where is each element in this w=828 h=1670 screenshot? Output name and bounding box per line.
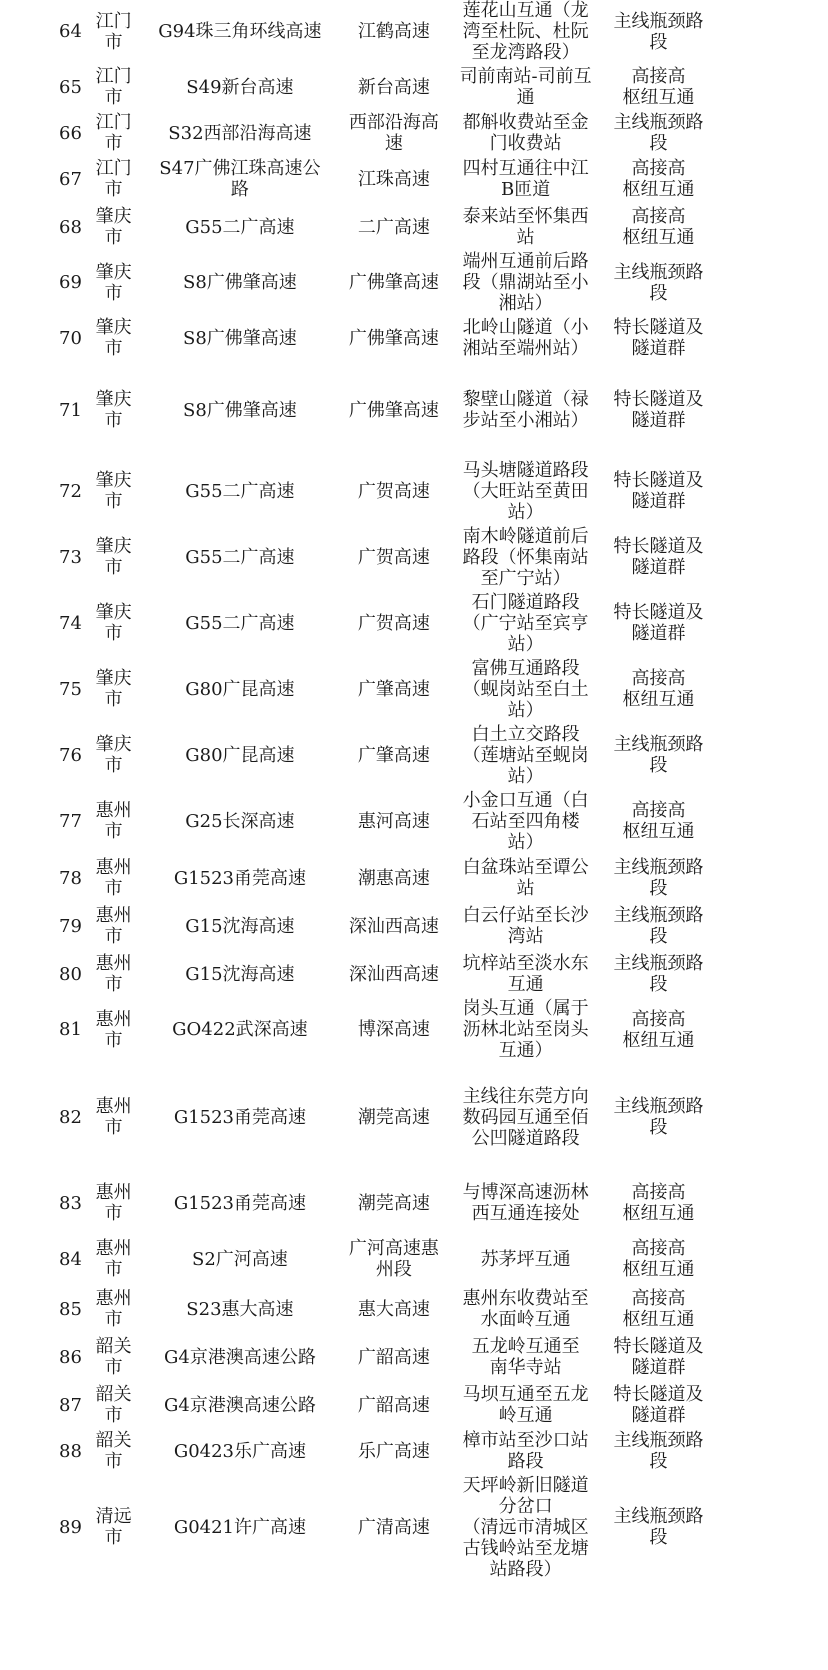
city-cell: 惠州 市: [95, 905, 132, 947]
section-type-cell: 特长隧道及 隧道群: [613, 317, 704, 359]
city-cell: 惠州 市: [95, 953, 132, 995]
table-row: [55, 590, 715, 656]
location-cell: 苏茅坪互通: [480, 1248, 571, 1270]
highway-name-cell: G1523甬莞高速: [173, 867, 306, 889]
table-row: [55, 1333, 715, 1381]
row-number: 87: [59, 1394, 82, 1416]
section-type-cell: 主线瓶颈路 段: [613, 10, 704, 53]
row-number: 81: [59, 1019, 82, 1040]
table-row: [55, 1061, 715, 1173]
highway-name-cell: G25长深高速: [185, 810, 295, 832]
location-cell: 马头塘隧道路段 （大旺站至黄田 站）: [462, 459, 589, 523]
section-type-cell: 高接高 枢纽互通: [622, 800, 695, 842]
table-row: [55, 1473, 715, 1581]
city-cell: 江门 市: [95, 158, 132, 200]
row-number: 68: [59, 216, 82, 238]
section-type-cell: 主线瓶颈路 段: [613, 1430, 704, 1472]
table-row: [55, 950, 715, 998]
table-row: [55, 1381, 715, 1429]
highway-name-cell: G15沈海高速: [185, 915, 295, 937]
road-section-cell: 广佛肇高速: [348, 272, 439, 293]
section-type-cell: 主线瓶颈路 段: [613, 112, 704, 154]
row-number: 69: [59, 272, 82, 293]
road-section-cell: 潮莞高速: [357, 1192, 430, 1214]
road-section-cell: 广肇高速: [357, 678, 430, 700]
location-cell: 白盆珠站至谭公 站: [462, 857, 589, 899]
city-cell: 韶关 市: [95, 1430, 132, 1472]
location-cell: 与博深高速沥林 西互通连接处: [462, 1182, 589, 1224]
row-number: 79: [59, 915, 82, 937]
table-row: [55, 854, 715, 902]
highway-name-cell: G4京港澳高速公路: [163, 1394, 316, 1416]
city-cell: 惠州 市: [95, 1182, 132, 1224]
road-section-cell: 广河高速惠 州段: [348, 1238, 439, 1280]
location-cell: 小金口互通（白 石站至四角楼 站）: [462, 789, 589, 853]
highway-name-cell: S8广佛肇高速: [183, 399, 297, 421]
road-section-cell: 广清高速: [357, 1516, 430, 1538]
road-section-cell: 广贺高速: [357, 480, 430, 502]
row-number: 65: [59, 76, 82, 98]
road-section-cell: 广佛肇高速: [348, 399, 439, 421]
row-number: 84: [59, 1248, 82, 1270]
location-cell: 白云仔站至长沙 湾站: [462, 905, 589, 947]
table-row: [55, 1285, 715, 1333]
highway-name-cell: G80广昆高速: [185, 678, 295, 700]
section-type-cell: 高接高 枢纽互通: [622, 1238, 695, 1280]
section-type-cell: 高接高 枢纽互通: [622, 66, 695, 108]
road-section-cell: 广韶高速: [357, 1394, 430, 1416]
section-type-cell: 高接高 枢纽互通: [622, 1288, 695, 1330]
row-number: 64: [59, 21, 82, 42]
section-type-cell: 特长隧道及 隧道群: [613, 602, 704, 644]
city-cell: 惠州 市: [95, 857, 132, 899]
city-cell: 肇庆 市: [95, 602, 132, 644]
road-section-cell: 江珠高速: [357, 168, 430, 190]
section-type-cell: 高接高 枢纽互通: [622, 1182, 695, 1224]
section-type-cell: 主线瓶颈路 段: [613, 857, 704, 899]
table-row: [55, 111, 715, 155]
road-section-cell: 潮莞高速: [357, 1106, 430, 1128]
city-cell: 肇庆 市: [95, 206, 132, 248]
row-number: 78: [59, 867, 82, 889]
section-type-cell: 高接高 枢纽互通: [622, 668, 695, 710]
location-cell: 马坝互通至五龙 岭互通: [462, 1384, 589, 1426]
city-cell: 惠州 市: [95, 1288, 132, 1330]
road-section-cell: 乐广高速: [357, 1440, 430, 1462]
location-cell: 天坪岭新旧隧道 分岔口 （清远市清城区 古钱岭站至龙塘 站路段）: [462, 1474, 589, 1580]
city-cell: 清远 市: [95, 1506, 132, 1548]
location-cell: 石门隧道路段 （广宁站至宾亨 站）: [462, 591, 589, 655]
table-body: [55, 0, 715, 1581]
city-cell: 肇庆 市: [95, 470, 132, 512]
table-row: [55, 63, 715, 111]
table-row: [55, 524, 715, 590]
table-row: [55, 788, 715, 854]
table-row: [55, 1173, 715, 1233]
table-row: [55, 314, 715, 362]
section-type-cell: 特长隧道及 隧道群: [613, 389, 704, 431]
road-section-cell: 新台高速: [357, 76, 430, 98]
road-section-cell: 惠河高速: [357, 810, 430, 832]
location-cell: 樟市站至沙口站 路段: [462, 1430, 589, 1472]
section-type-cell: 特长隧道及 隧道群: [613, 1336, 704, 1378]
section-type-cell: 主线瓶颈路 段: [613, 734, 704, 776]
highway-name-cell: S47广佛江珠高速公 路: [159, 158, 321, 200]
location-cell: 莲花山互通（龙 湾至杜阮、杜阮 至龙湾路段）: [462, 0, 589, 63]
section-type-cell: 特长隧道及 隧道群: [613, 1384, 704, 1426]
table-row: [55, 722, 715, 788]
highway-name-cell: G55二广高速: [185, 612, 295, 634]
road-section-cell: 博深高速: [357, 1019, 430, 1040]
table-row: [55, 0, 715, 63]
highway-name-cell: GO422武深高速: [172, 1019, 308, 1040]
highway-name-cell: G55二广高速: [185, 546, 295, 568]
section-type-cell: 主线瓶颈路 段: [613, 261, 704, 304]
road-section-table: [55, 0, 715, 1581]
row-number: 86: [59, 1346, 82, 1368]
highway-name-cell: G55二广高速: [185, 216, 295, 238]
table-row: [55, 656, 715, 722]
highway-name-cell: S23惠大高速: [186, 1298, 294, 1320]
section-type-cell: 特长隧道及 隧道群: [613, 470, 704, 512]
location-cell: 坑梓站至淡水东 互通: [462, 953, 589, 995]
road-section-cell: 西部沿海高 速: [348, 112, 439, 154]
section-type-cell: 主线瓶颈路 段: [613, 1506, 704, 1548]
highway-name-cell: G55二广高速: [185, 480, 295, 502]
location-cell: 岗头互通（属于 沥林北站至岗头 互通）: [462, 998, 589, 1061]
highway-name-cell: G1523甬莞高速: [173, 1192, 306, 1214]
location-cell: 司前南站-司前互 通: [459, 66, 592, 108]
section-type-cell: 高接高 枢纽互通: [622, 1008, 695, 1051]
row-number: 76: [59, 744, 82, 766]
city-cell: 肇庆 市: [95, 389, 132, 431]
row-number: 83: [59, 1192, 82, 1214]
location-cell: 五龙岭互通至 南华寺站: [471, 1336, 580, 1378]
city-cell: 惠州 市: [95, 1238, 132, 1280]
highway-name-cell: S2广河高速: [192, 1248, 288, 1270]
row-number: 82: [59, 1106, 82, 1128]
row-number: 88: [59, 1440, 82, 1462]
location-cell: 主线往东莞方向 数码园互通至佰 公凹隧道路段: [462, 1085, 589, 1149]
table-row: [55, 155, 715, 203]
row-number: 89: [59, 1516, 82, 1538]
road-section-cell: 广韶高速: [357, 1346, 430, 1368]
road-section-cell: 深汕西高速: [348, 915, 439, 937]
section-type-cell: 高接高 枢纽互通: [622, 158, 695, 200]
location-cell: 白土立交路段 （莲塘站至蚬岗 站）: [462, 723, 589, 787]
city-cell: 惠州 市: [95, 800, 132, 842]
row-number: 66: [59, 122, 82, 144]
road-section-cell: 广贺高速: [357, 612, 430, 634]
road-section-cell: 广肇高速: [357, 744, 430, 766]
location-cell: 北岭山隧道（小 湘站至端州站）: [462, 317, 589, 359]
city-cell: 肇庆 市: [95, 317, 132, 359]
highway-name-cell: S8广佛肇高速: [183, 327, 297, 349]
city-cell: 惠州 市: [95, 1008, 132, 1051]
row-number: 67: [59, 168, 82, 190]
highway-name-cell: S49新台高速: [186, 76, 294, 98]
highway-name-cell: G0421许广高速: [173, 1516, 306, 1538]
city-cell: 惠州 市: [95, 1096, 132, 1138]
highway-name-cell: G1523甬莞高速: [173, 1106, 306, 1128]
row-number: 71: [59, 399, 82, 421]
row-number: 75: [59, 678, 82, 700]
table-row: [55, 902, 715, 950]
row-number: 85: [59, 1298, 82, 1320]
city-cell: 肇庆 市: [95, 536, 132, 578]
location-cell: 四村互通往中江 B匝道: [462, 158, 589, 200]
location-cell: 南木岭隧道前后 路段（怀集南站 至广宁站）: [462, 525, 589, 589]
highway-name-cell: G0423乐广高速: [173, 1440, 306, 1462]
highway-name-cell: G94珠三角环线高速: [158, 21, 322, 42]
road-section-cell: 深汕西高速: [348, 963, 439, 985]
table-row: [55, 1429, 715, 1473]
section-type-cell: 主线瓶颈路 段: [613, 953, 704, 995]
city-cell: 江门 市: [95, 10, 132, 53]
road-section-cell: 潮惠高速: [357, 867, 430, 889]
highway-name-cell: G15沈海高速: [185, 963, 295, 985]
road-section-cell: 惠大高速: [357, 1298, 430, 1320]
row-number: 77: [59, 810, 82, 832]
row-number: 70: [59, 327, 82, 349]
row-number: 80: [59, 963, 82, 985]
location-cell: 惠州东收费站至 水面岭互通: [462, 1288, 589, 1330]
location-cell: 泰来站至怀集西 站: [462, 206, 589, 248]
highway-name-cell: S32西部沿海高速: [168, 122, 312, 144]
row-number: 72: [59, 480, 82, 502]
city-cell: 江门 市: [95, 66, 132, 108]
table-row: [55, 251, 715, 314]
table-row: [55, 1233, 715, 1285]
road-section-cell: 广佛肇高速: [348, 327, 439, 349]
road-section-cell: 广贺高速: [357, 546, 430, 568]
city-cell: 肇庆 市: [95, 261, 132, 304]
table-row: [55, 203, 715, 251]
section-type-cell: 主线瓶颈路 段: [613, 905, 704, 947]
section-type-cell: 特长隧道及 隧道群: [613, 536, 704, 578]
location-cell: 黎壁山隧道（禄 步站至小湘站）: [462, 389, 589, 431]
city-cell: 韶关 市: [95, 1384, 132, 1426]
table-row: [55, 362, 715, 458]
road-section-cell: 二广高速: [357, 216, 430, 238]
highway-name-cell: G4京港澳高速公路: [163, 1346, 316, 1368]
row-number: 73: [59, 546, 82, 568]
city-cell: 肇庆 市: [95, 668, 132, 710]
highway-name-cell: S8广佛肇高速: [183, 272, 297, 293]
section-type-cell: 高接高 枢纽互通: [622, 206, 695, 248]
highway-name-cell: G80广昆高速: [185, 744, 295, 766]
location-cell: 富佛互通路段 （蚬岗站至白土 站）: [462, 657, 589, 721]
table-row: [55, 998, 715, 1061]
city-cell: 肇庆 市: [95, 734, 132, 776]
section-type-cell: 主线瓶颈路 段: [613, 1096, 704, 1138]
city-cell: 韶关 市: [95, 1336, 132, 1378]
row-number: 74: [59, 612, 82, 634]
road-section-cell: 江鹤高速: [357, 21, 430, 42]
table-row: [55, 458, 715, 524]
location-cell: 都斛收费站至金 门收费站: [462, 112, 589, 154]
city-cell: 江门 市: [95, 112, 132, 154]
location-cell: 端州互通前后路 段（鼎湖站至小 湘站）: [462, 251, 589, 314]
